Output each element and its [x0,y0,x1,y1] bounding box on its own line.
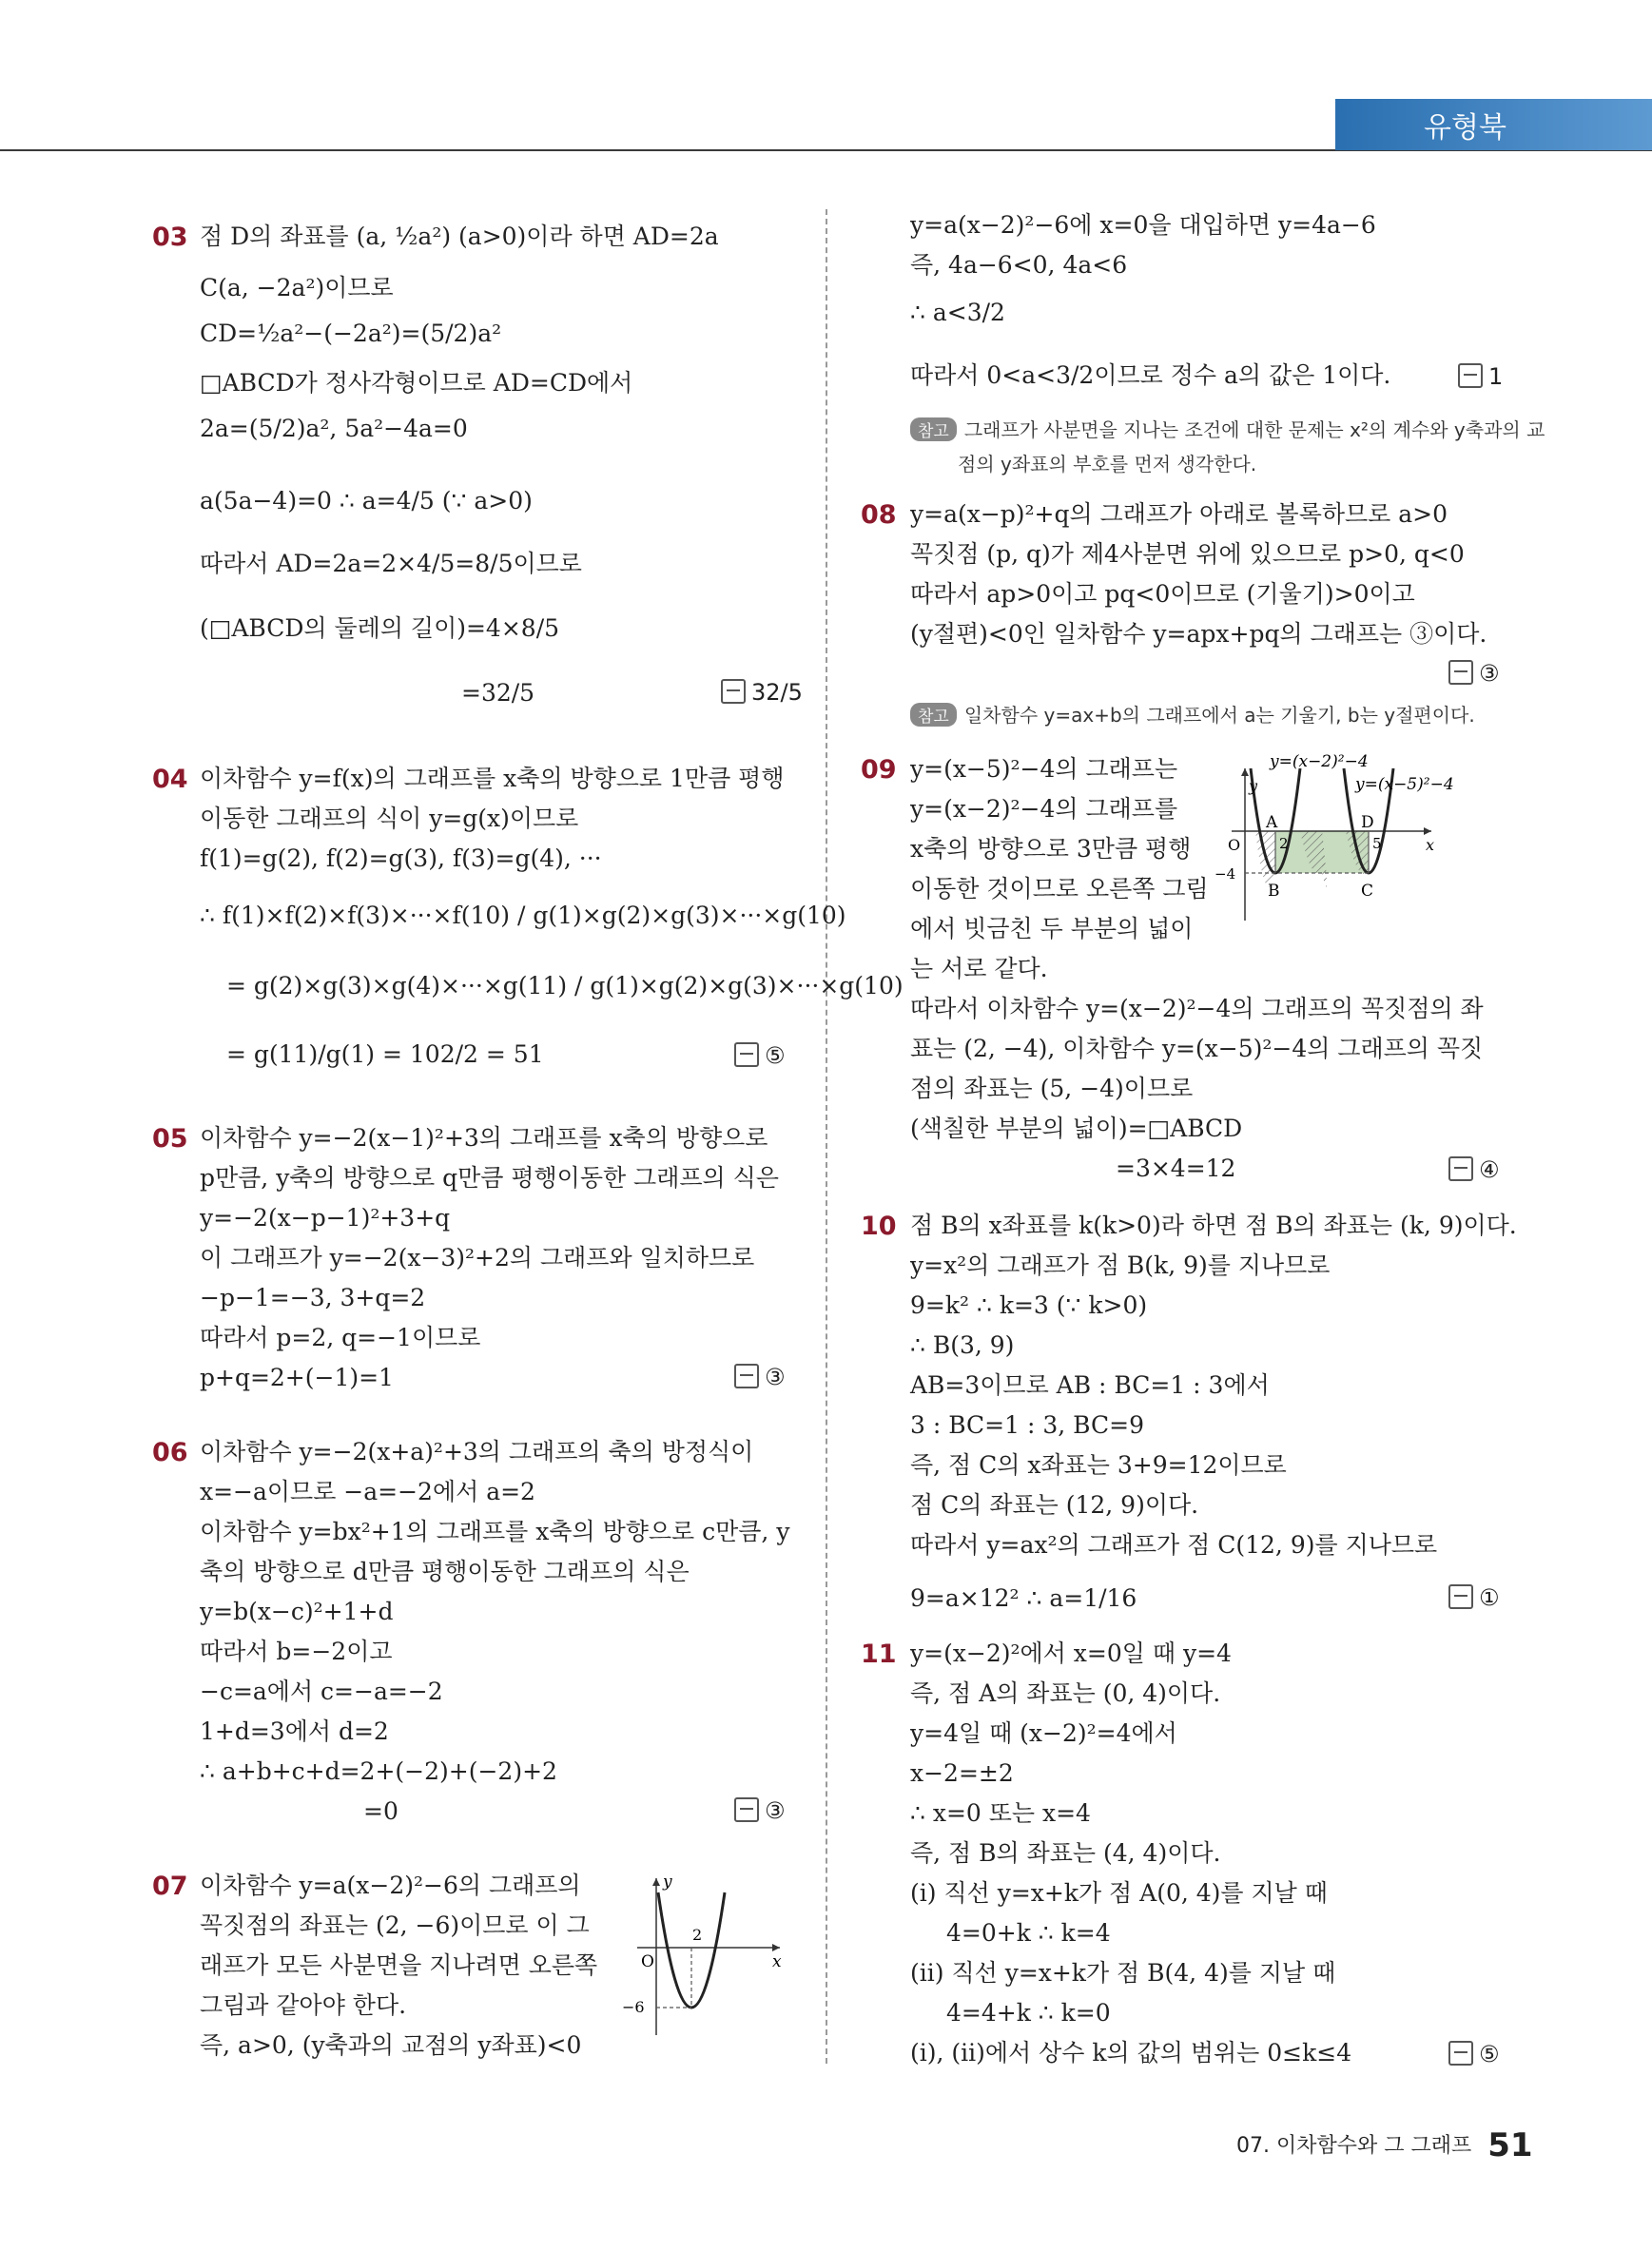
column-divider [826,209,827,2064]
solution-line: y=x²의 그래프가 점 B(k, 9)를 지나므로 [910,1252,1331,1279]
answer-icon [734,1364,759,1388]
solution-line: a(5a−4)=0 ∴ a=4/5 (∵ a>0) [200,487,533,514]
answer-icon [1448,660,1473,685]
solution-line: 이차함수 y=−2(x−1)²+3의 그래프를 x축의 방향으로 [200,1124,768,1152]
solution-line: ∴ a+b+c+d=2+(−2)+(−2)+2 [200,1757,557,1785]
problem-number: 11 [861,1640,897,1669]
solution-line: −p−1=−3, 3+q=2 [200,1284,426,1311]
solution-line: 9=a×12² ∴ a=1/16 [910,1584,1137,1612]
solution-line: x−2=±2 [910,1759,1014,1787]
solution-line: x축의 방향으로 3만큼 평행 [910,835,1192,863]
solution-line: p+q=2+(−1)=1 [200,1364,394,1391]
answer-mark: 32/5 [721,679,803,706]
problem-number: 09 [861,755,897,785]
solution-line: 9=k² ∴ k=3 (∵ k>0) [910,1291,1148,1319]
answer-icon [1458,363,1483,388]
solution-line: −c=a에서 c=−a=−2 [200,1678,443,1705]
solution-line: CD=½a²−(−2a²)=(5/2)a² [200,320,502,347]
solution-line: 따라서 y=ax²의 그래프가 점 C(12, 9)를 지나므로 [910,1531,1438,1559]
answer-mark: ③ [734,1797,786,1824]
solution-line: 4=4+k ∴ k=0 [946,1999,1111,2027]
point-label: B [1268,882,1280,901]
solution-line: (□ABCD의 둘레의 길이)=4×8/5 [200,614,560,642]
solution-line: 축의 방향으로 d만큼 평행이동한 그래프의 식은 [200,1558,690,1585]
problem-number: 08 [861,500,897,530]
section-tab: 유형북 [1335,99,1652,150]
solution-line: 즉, 점 C의 x좌표는 3+9=12이므로 [910,1451,1287,1479]
problem-number: 05 [152,1124,188,1154]
answer-mark: ① [1448,1584,1500,1611]
solution-line: 이 그래프가 y=−2(x−3)²+2의 그래프와 일치하므로 [200,1244,755,1271]
axis-label: x [1426,836,1435,854]
solution-line: 2a=(5/2)a², 5a²−4a=0 [200,415,468,442]
axis-label: y [1249,777,1258,795]
answer-mark: 1 [1458,363,1503,390]
solution-line: 점 D의 좌표를 (a, ½a²) (a>0)이라 하면 AD=2a [200,223,719,250]
solution-line: =3×4=12 [1116,1155,1236,1182]
chapter-title: 07. 이차함수와 그 그래프 [1236,2134,1472,2158]
tick-label: −4 [1215,865,1236,883]
solution-line: 이차함수 y=a(x−2)²−6의 그래프의 [200,1872,581,1899]
solution-line: =0 [363,1797,398,1825]
solution-line: (y절편)<0인 일차함수 y=apx+pq의 그래프는 ③이다. [910,620,1487,648]
solution-line: 이차함수 y=−2(x+a)²+3의 그래프의 축의 방정식이 [200,1438,754,1465]
solution-line: y=b(x−c)²+1+d [200,1598,394,1625]
solution-line: 꼭짓점의 좌표는 (2, −6)이므로 이 그 [200,1911,590,1939]
solution-line: y=a(x−2)²−6에 x=0을 대입하면 y=4a−6 [910,211,1376,239]
origin-label: O [1228,836,1241,854]
axis-label: x [772,1952,782,1971]
solution-line: 점의 좌표는 (5, −4)이므로 [910,1075,1194,1102]
solution-line: 즉, 점 A의 좌표는 (0, 4)이다. [910,1679,1221,1707]
point-label: D [1361,813,1374,832]
solution-line: 이동한 그래프의 식이 y=g(x)이므로 [200,805,579,832]
solution-line: 따라서 p=2, q=−1이므로 [200,1324,481,1351]
tick-label: 2 [1279,835,1289,852]
solution-line: (색칠한 부분의 넓이)=□ABCD [910,1115,1243,1142]
solution-line: C(a, −2a²)이므로 [200,274,394,301]
solution-line: =32/5 [461,679,535,707]
answer-mark: ③ [734,1364,786,1390]
answer-mark: ⑤ [734,1042,786,1069]
answer-icon [721,679,746,704]
problem-number: 06 [152,1438,188,1467]
solution-line: 에서 빗금친 두 부분의 넓이 [910,915,1194,942]
answer-icon [734,1042,759,1067]
solution-line: ∴ B(3, 9) [910,1331,1015,1359]
tick-label: −6 [622,1998,645,2016]
problem-number: 04 [152,765,188,794]
solution-line: 점 B의 x좌표를 k(k>0)라 하면 점 B의 좌표는 (k, 9)이다. [910,1212,1517,1239]
solution-line: (ⅰ), (ⅱ)에서 상수 k의 값의 범위는 0≤k≤4 [910,2039,1352,2067]
solution-line: 꼭짓점 (p, q)가 제4사분면 위에 있으므로 p>0, q<0 [910,540,1465,568]
solution-line: 4=0+k ∴ k=4 [946,1919,1111,1947]
solution-line: y=(x−5)²−4의 그래프는 [910,755,1178,783]
answer-mark: ④ [1448,1156,1500,1183]
solution-line: 따라서 이차함수 y=(x−2)²−4의 그래프의 꼭짓점의 좌 [910,995,1484,1022]
tick-label: 2 [692,1926,703,1944]
problem-number: 03 [152,223,188,252]
solution-line: 즉, 점 B의 좌표는 (4, 4)이다. [910,1839,1221,1867]
problem-number: 07 [152,1872,188,1901]
solution-line: 따라서 ap>0이고 pq<0이므로 (기울기)>0이고 [910,580,1415,608]
solution-line: 즉, a>0, (y축과의 교점의 y좌표)<0 [200,2031,582,2059]
solution-line: 표는 (2, −4), 이차함수 y=(x−5)²−4의 그래프의 꼭짓 [910,1035,1484,1062]
solution-line: 래프가 모든 사분면을 지나려면 오른쪽 [200,1951,598,1979]
problem-number: 10 [861,1212,897,1241]
solution-line: y=−2(x−p−1)²+3+q [200,1204,451,1232]
solution-line: (ⅱ) 직선 y=x+k가 점 B(4, 4)를 지날 때 [910,1959,1336,1987]
curve-label: y=(x−5)²−4 [1355,775,1454,794]
answer-icon [1448,1156,1473,1181]
solution-line: 따라서 AD=2a=2×4/5=8/5이므로 [200,550,582,577]
solution-line: = g(2)×g(3)×g(4)×···×g(11) / g(1)×g(2)×g(3)×···×g(10) [226,972,904,999]
solution-line: x=−a이므로 −a=−2에서 a=2 [200,1478,535,1505]
reference-note: 참고 일차함수 y=ax+b의 그래프에서 a는 기울기, b는 y절편이다. [910,700,1475,728]
solution-line: 따라서 0<a<3/2이므로 정수 a의 값은 1이다. [910,361,1391,389]
solution-line: f(1)=g(2), f(2)=g(3), f(3)=g(4), ··· [200,844,602,872]
page-number: 51 [1487,2126,1533,2164]
solution-line: 따라서 b=−2이고 [200,1638,393,1665]
parabola-figure-07 [618,1873,789,2045]
solution-line: y=4일 때 (x−2)²=4에서 [910,1719,1177,1747]
solution-line: 점 C의 좌표는 (12, 9)이다. [910,1491,1199,1519]
solution-line: □ABCD가 정사각형이므로 AD=CD에서 [200,369,633,397]
point-label: A [1266,813,1278,832]
solution-line: 3 : BC=1 : 3, BC=9 [910,1411,1144,1439]
solution-line: 이차함수 y=f(x)의 그래프를 x축의 방향으로 1만큼 평행 [200,765,785,792]
solution-line: p만큼, y축의 방향으로 q만큼 평행이동한 그래프의 식은 [200,1164,779,1192]
point-label: C [1361,882,1374,901]
curve-label: y=(x−2)²−4 [1270,752,1369,771]
parabola-figure-09 [1213,749,1507,940]
solution-line: ∴ a<3/2 [910,299,1005,326]
answer-mark: ③ [1448,660,1500,687]
axis-label: y [663,1873,672,1892]
solution-line: 이동한 것이므로 오른쪽 그림 [910,875,1209,902]
answer-icon [1448,2041,1473,2066]
solution-line: ∴ x=0 또는 x=4 [910,1799,1091,1827]
answer-mark: ⑤ [1448,2041,1500,2067]
solution-line: y=(x−2)²−4의 그래프를 [910,795,1178,823]
solution-line: 그림과 같아야 한다. [200,1991,407,2019]
solution-line: 이차함수 y=bx²+1의 그래프를 x축의 방향으로 c만큼, y [200,1518,790,1545]
solution-line: y=a(x−p)²+q의 그래프가 아래로 볼록하므로 a>0 [910,500,1448,528]
answer-icon [734,1797,759,1822]
solution-line: ∴ f(1)×f(2)×f(3)×···×f(10) / g(1)×g(2)×g(3)×···×g(10) [200,902,846,929]
solution-line: AB=3이므로 AB : BC=1 : 3에서 [910,1371,1270,1399]
reference-note: 점의 y좌표의 부호를 먼저 생각한다. [958,453,1257,475]
solution-line: 1+d=3에서 d=2 [200,1717,389,1745]
page-footer [1236,2126,1533,2164]
solution-line: 는 서로 같다. [910,955,1048,982]
solution-line: 즉, 4a−6<0, 4a<6 [910,251,1128,279]
solution-line: y=(x−2)²에서 x=0일 때 y=4 [910,1640,1232,1667]
answer-icon [1448,1584,1473,1609]
origin-label: O [641,1952,654,1971]
reference-note: 참고 그래프가 사분면을 지나는 조건에 대한 문제는 x²의 계수와 y축과의 교 [910,415,1545,442]
solution-line: (ⅰ) 직선 y=x+k가 점 A(0, 4)를 지날 때 [910,1879,1328,1907]
solution-line: = g(11)/g(1) = 102/2 = 51 [226,1040,544,1068]
tick-label: 5 [1372,835,1382,852]
